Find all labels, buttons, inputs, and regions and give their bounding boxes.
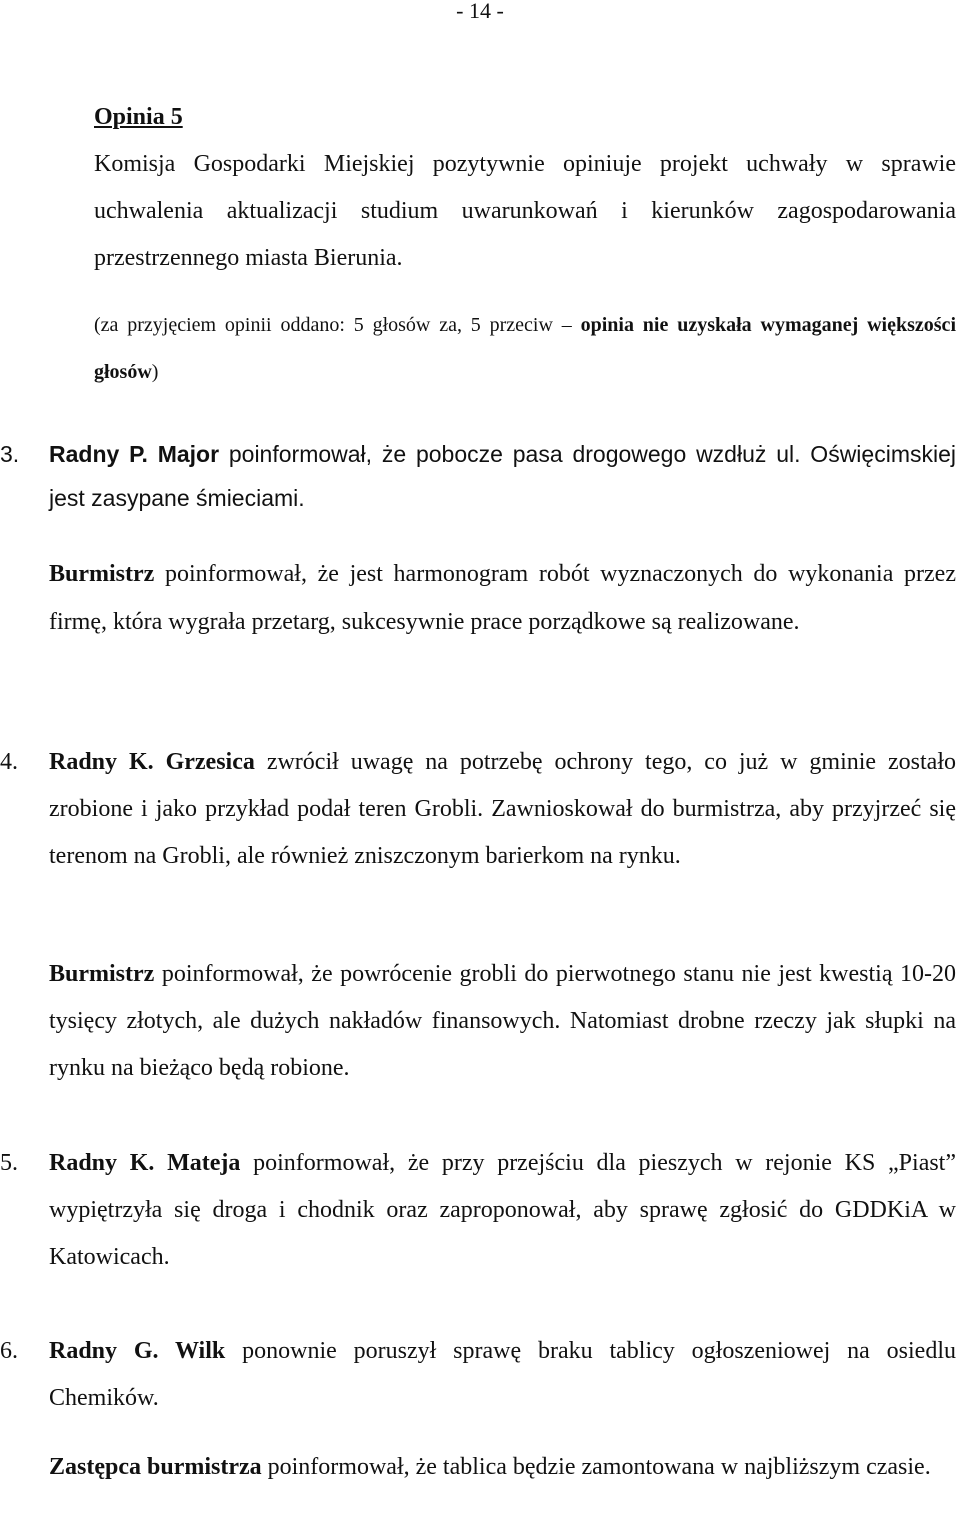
- opinion-heading: Opinia 5: [94, 104, 183, 130]
- page-number: - 14 -: [456, 0, 504, 23]
- item-number: 6.: [0, 1338, 18, 1364]
- item-speaker: Radny P. Major: [49, 441, 220, 467]
- item-speaker: Radny G. Wilk: [49, 1338, 226, 1364]
- item-speaker: Radny K. Mateja: [49, 1150, 241, 1176]
- opinion-body: Komisja Gospodarki Miejskiej pozytywnie opiniuje projekt uchwały w sprawie uchwalenia aktualizacji studium uwarunkowań i kierunków zagospodarowania przestrzennego miasta Bierunia.: [94, 151, 956, 271]
- agenda-item-3: [0, 432, 956, 520]
- item-speaker: Radny K. Grzesica: [49, 749, 255, 775]
- agenda-item-6: [0, 1328, 956, 1422]
- item-number: 4.: [0, 749, 18, 775]
- item-text: poinformował, że przy przejściu dla pieszych w rejonie KS „Piast” wypiętrzyła się droga i chodnik oraz zaproponował, aby sprawę zgłosić do GDDKiA w Katowicach.: [49, 1150, 957, 1270]
- vote-result: opinia nie uzyskała wymaganej większości głosów: [94, 314, 956, 383]
- item-statement: [49, 432, 956, 520]
- item-6-reply: [49, 1444, 956, 1491]
- item-text: zwrócił uwagę na potrzebę ochrony tego, co już w gminie zostało zrobione i jako przykład podał teren Grobli. Zawnioskował do burmistrza, aby przyjrzeć się terenom na Grobli, ale również zniszczonym barierkom na rynku.: [49, 749, 957, 869]
- reply-text: poinformował, że powrócenie grobli do pierwotnego stanu nie jest kwestią 10-20 tysięcy złotych, ale dużych nakładów finansowych. Natomiast drobne rzeczy jak słupki na rynku na bieżąco będą robione.: [49, 961, 956, 1081]
- item-number: 5.: [0, 1150, 18, 1176]
- item-number: 3.: [0, 441, 20, 467]
- item-text: ponownie poruszył sprawę braku tablicy ogłoszeniowej na osiedlu Chemików.: [49, 1338, 957, 1411]
- vote-suffix: ): [151, 361, 159, 383]
- reply-speaker: Burmistrz: [49, 561, 155, 587]
- item-statement: [49, 1328, 956, 1422]
- item-text: poinformował, że pobocze pasa drogowego wzdłuż ul. Oświęcimskiej jest zasypane śmieciami.: [49, 441, 956, 511]
- vote-note: [94, 302, 956, 396]
- item-3-reply: [49, 550, 956, 646]
- item-statement: [49, 1140, 956, 1281]
- vote-prefix: (za przyjęciem opinii oddano: 5 głosów za, 5 przeciw –: [94, 314, 581, 336]
- reply-text: poinformował, że tablica będzie zamontowana w najbliższym czasie.: [261, 1454, 931, 1480]
- item-4-reply: [49, 951, 956, 1092]
- reply-speaker: Burmistrz: [49, 961, 155, 987]
- item-statement: [49, 739, 956, 880]
- agenda-item-5: [0, 1140, 956, 1281]
- reply-text: poinformował, że jest harmonogram robót wyznaczonych do wykonania przez firmę, która wygrała przetarg, sukcesywnie prace porządkowe są realizowane.: [49, 561, 956, 635]
- reply-speaker: Zastępca burmistrza: [49, 1454, 262, 1480]
- agenda-item-4: [0, 739, 956, 880]
